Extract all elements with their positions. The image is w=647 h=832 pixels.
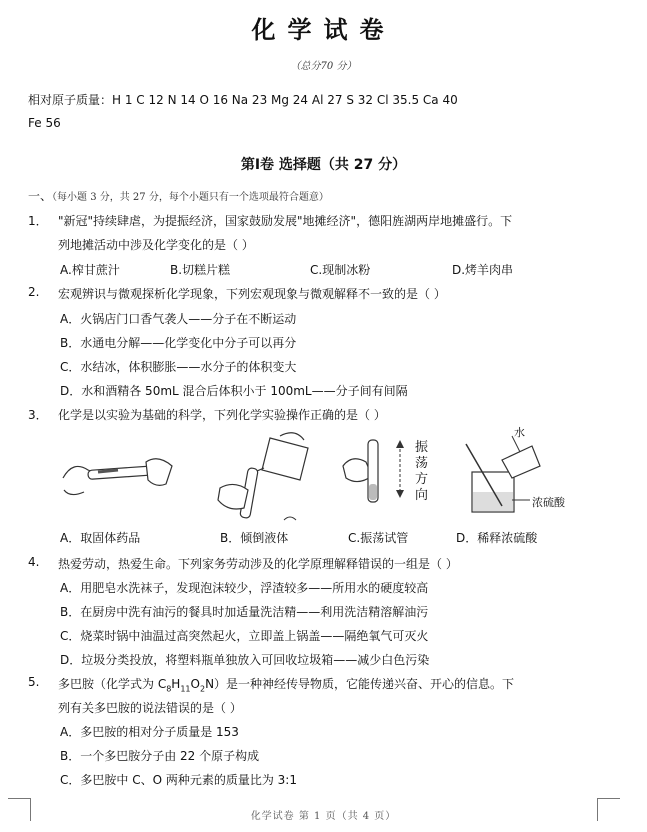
question-text: 化学是以实验为基础的科学，下列化学实验操作正确的是（ ）: [58, 408, 386, 422]
formula-element: H: [171, 677, 181, 691]
question-text: 热爱劳动，热爱生命。下列家务劳动涉及的化学原理解释错误的一组是（ ）: [58, 557, 458, 571]
option-d: D．稀释浓硫酸: [456, 531, 538, 545]
figure-pour-liquid: [200, 428, 320, 526]
option-a: A．多巴胺的相对分子质量是 153: [60, 725, 239, 739]
question-number: 1．: [28, 214, 48, 228]
formula-element: O: [190, 677, 200, 691]
option-b: B．一个多巴胺分子由 22 个原子构成: [60, 749, 260, 763]
option-b: B．水通电分解——化学变化中分子可以再分: [60, 336, 297, 350]
part-label: 一、: [28, 189, 53, 203]
option-d: D．垃圾分类投放，将塑料瓶单独放入可回收垃圾箱——减少白色污染: [60, 653, 430, 667]
option-c: C．烧菜时锅中油温过高突然起火，立即盖上锅盖——隔绝氧气可灭火: [60, 629, 429, 643]
formula-subscript: 2: [199, 684, 206, 694]
shake-direction-label: [415, 440, 428, 504]
option-a: A．用肥皂水洗袜子，发现泡沫较少，浮渣较多——所用水的硬度较高: [60, 581, 429, 595]
atomic-masses-line1: 相对原子质量：H 1 C 12 N 14 O 16 Na 23 Mg 24 Al 27 S 32 Cl 35.5 Ca 40: [28, 93, 458, 107]
question-number: 3．: [28, 408, 48, 422]
option-b: B．倾倒液体: [220, 531, 289, 545]
question-text: "新冠"持续肆虐，为提振经济，国家鼓励发展"地摊经济"，德阳旌湖两岸地摊盛行。下: [58, 214, 513, 228]
page-footer: 化学试卷 第 1 页（共 4 页）: [250, 811, 397, 822]
section-title: 第Ⅰ卷 选择题（共 27 分）: [240, 157, 407, 173]
total-score: （总分70 分）: [290, 61, 357, 72]
figure-take-solid: [58, 440, 178, 510]
shake-label-2: 荡: [415, 456, 429, 471]
option-a: A．火锅店门口香气袭人——分子在不断运动: [60, 312, 297, 326]
part-heading: [28, 187, 329, 204]
option-c: C．水结冰，体积膨胀——水分子的体积变大: [60, 360, 297, 374]
option-a: A．取固体药品: [60, 531, 141, 545]
option-c: C．多巴胺中 C、O 两种元素的质量比为 3:1: [60, 773, 297, 787]
formula-subscript: 8: [166, 684, 172, 694]
acid-label: 浓硫酸: [532, 496, 565, 509]
option-c: C.现制冰粉: [310, 263, 371, 277]
formula-subscript: 11: [180, 684, 191, 694]
option-b: B．在厨房中洗有油污的餐具时加适量洗洁精——利用洗洁精溶解油污: [60, 605, 429, 619]
text-part: 多巴胺（化学式为 C: [58, 677, 167, 691]
question-text: 列地摊活动中涉及化学变化的是（ ）: [58, 238, 254, 252]
text-part: N）是一种神经传导物质，它能传递兴奋、开心的信息。下: [205, 677, 515, 691]
water-label: 水: [514, 426, 525, 439]
question-number: 2.: [28, 285, 40, 299]
part-note: （每小题 3 分，共 27 分，每个小题只有一个选项最符合题意）: [52, 192, 329, 203]
shake-label-4: 向: [415, 488, 429, 503]
shake-label-3: 方: [415, 472, 429, 487]
question-text: [58, 675, 514, 693]
atomic-masses-line2: Fe 56: [28, 116, 61, 130]
question-text: 宏观辨识与微观探析化学现象，下列宏观现象与微观解释不一致的是（ ）: [58, 287, 446, 301]
page-title: 化学试卷: [251, 15, 396, 44]
option-d: D．水和酒精各 50mL 混合后体积小于 100mL——分子间有间隔: [60, 384, 408, 398]
option-d: D.烤羊肉串: [452, 263, 514, 277]
option-c: C.振荡试管: [348, 531, 409, 545]
option-b: B.切糕片糕: [170, 263, 231, 277]
question-text: 列有关多巴胺的说法错误的是（ ）: [58, 701, 242, 715]
option-a: A.榨甘蔗汁: [60, 263, 120, 277]
shake-label-1: 振: [415, 440, 429, 455]
question-number: 4.: [28, 555, 40, 569]
question-number: 5.: [28, 675, 40, 689]
